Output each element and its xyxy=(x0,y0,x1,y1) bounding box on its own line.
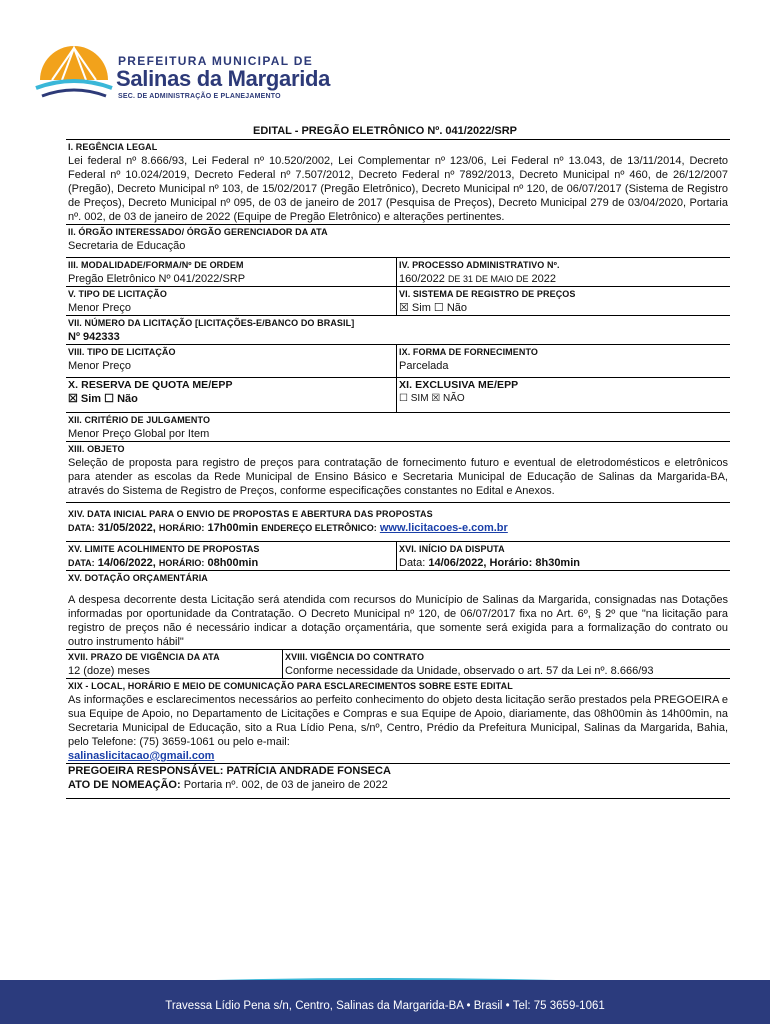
section-regencia xyxy=(66,139,730,224)
ato-nomeacao: ATO DE NOMEAÇÃO: Portaria nº. 002, de 03 de janeiro de 2022 xyxy=(68,779,388,791)
section-text: Pregão Eletrônico Nº 041/2022/SRP xyxy=(68,273,246,285)
section-orgao xyxy=(66,224,730,257)
section-text: Lei federal nº 8.666/93, Lei Federal nº 10.520/2002, Lei Complementar nº 123/06, Lei Federal nº 13.043, de 13/11/2014, Decreto Federal nº 10.024/2019, Decreto Federal nº 7.507/2012, Decreto Federal nº 7892/2013, Decreto Municipal nº 460, de 26/12/2007 (Pregão), Decreto Municipal nº 103, de 15/02/2017 (Pregão Eletrônico), Decreto Municipal nº 120, de 06/07/2017 (Sistema de Registro de Preços), Decreto Municipal nº 095, de 03 de janeiro de 2017 (Pesquisa de Preços), Decreto Municipal 279 de 03/04/2020, Portaria nº. 002, de 03 de janeiro de 2022 (Equipe de Pregão Eletrônico) e alterações pertinentes. xyxy=(68,155,728,223)
row-limite-disputa xyxy=(66,541,730,570)
row-reserva-exclusiva xyxy=(66,377,730,412)
row-objeto xyxy=(66,441,730,502)
section-label: I. REGÊNCIA LEGAL xyxy=(68,142,158,152)
section-text: Data: 14/06/2022, Horário: 8h30min xyxy=(399,557,580,569)
email-link[interactable]: salinaslicitacao@gmail.com xyxy=(68,750,215,762)
header-logo xyxy=(32,30,332,110)
section-label: IV. PROCESSO ADMINISTRATIVO Nº. xyxy=(399,260,560,270)
section-text: Menor Preço xyxy=(68,360,131,372)
quota-checkbox[interactable]: ☒ Sim ☐ Não xyxy=(68,393,138,405)
section-label: III. MODALIDADE/FORMA/Nº DE ORDEM xyxy=(68,260,244,270)
row-data-inicial xyxy=(66,502,730,541)
section-text: Conforme necessidade da Unidade, observado o art. 57 da Lei nº. 8.666/93 xyxy=(285,665,654,677)
row-tipo-forma xyxy=(66,344,730,377)
section-text: DATA: 31/05/2022, HORÁRIO: 17h00min ENDEREÇO ELETRÔNICO: www.licitacoes-e.com.br xyxy=(68,522,508,534)
section-text: As informações e esclarecimentos necessários ao perfeito conhecimento do objeto desta licitação serão prestados pela PREGOEIRA e sua Equipe de Apoio, no Departamento de Licitações e Compras e sua Equipe de Apoio, diariamente, das 08h00min às 14h00min, na Secretaria Municipal de Educação, sito a Rua Lídio Pena, s/nº, Centro, Prédio da Prefeitura Municipal, Salinas da Margarida, Bahia, pelo Telefone: (75) 3659-1061 ou pelo e-mail: xyxy=(68,694,728,748)
section-label: IX. FORMA DE FORNECIMENTO xyxy=(399,347,539,357)
section-label: XIV. DATA INICIAL PARA O ENVIO DE PROPOSTAS E ABERTURA DAS PROPOSTAS xyxy=(68,509,433,519)
row-esclarecimentos xyxy=(66,678,730,763)
section-text: 160/2022 DE 31 DE MAIO DE 2022 xyxy=(399,273,556,285)
section-text: 12 (doze) meses xyxy=(68,665,150,677)
section-label: XI. EXCLUSIVA ME/EPP xyxy=(399,379,519,391)
section-label: V. TIPO DE LICITAÇÃO xyxy=(66,286,396,301)
row-pregoeira xyxy=(66,763,730,799)
logo-line-1: PREFEITURA MUNICIPAL DE xyxy=(118,54,314,68)
licitacoes-link[interactable]: www.licitacoes-e.com.br xyxy=(379,522,508,534)
footer-address: Travessa Lídio Pena s/n, Centro, Salinas da Margarida-BA • Brasil • Tel: 75 3659-1061 xyxy=(165,1000,605,1012)
row-dotacao xyxy=(66,570,730,649)
shell-logo-icon xyxy=(32,34,116,106)
edital-table xyxy=(66,139,730,799)
logo-line-2: Salinas da Margarida xyxy=(116,66,331,91)
section-text: DATA: 14/06/2022, HORÁRIO: 08h00min xyxy=(68,557,259,569)
document-title: EDITAL - PREGÃO ELETRÔNICO Nº. 041/2022/SRP xyxy=(252,125,517,137)
section-text: Menor Preço Global por Item xyxy=(68,428,210,440)
section-label: XV. DOTAÇÃO ORÇAMENTÁRIA xyxy=(68,573,208,583)
section-label: XV. LIMITE ACOLHIMENTO DE PROPOSTAS xyxy=(68,544,260,554)
section-text: Parcelada xyxy=(399,360,449,372)
section-text: Seleção de proposta para registro de preços para contratação de fornecimento futuro e eventual de eletrodomésticos e eletrônicos para atender as escolas da Rede Municipal de Ensino Básico e Secretaria Municipal de Educação de Salinas da Margarida-BA, através do Sistema de Registro de Preços, conforme especificações constantes no Edital e Anexos. xyxy=(68,457,728,497)
section-text: Menor Preço xyxy=(68,302,131,314)
section-label: XIX - LOCAL, HORÁRIO E MEIO DE COMUNICAÇÃO PARA ESCLARECIMENTOS SOBRE ESTE EDITAL xyxy=(68,681,513,691)
section-label: XVI. INÍCIO DA DISPUTA xyxy=(399,544,505,554)
section-text: Secretaria de Educação xyxy=(68,240,186,252)
section-text: Nº 942333 xyxy=(68,331,120,343)
section-label: VII. NÚMERO DA LICITAÇÃO [LICITAÇÕES-E/BANCO DO BRASIL] xyxy=(68,318,355,328)
logo-line-3: SEC. DE ADMINISTRAÇÃO E PLANEJAMENTO xyxy=(118,93,281,100)
srp-checkbox[interactable]: ☒ Sim ☐ Não xyxy=(399,302,468,314)
row-vigencia xyxy=(66,649,730,678)
section-label: XII. CRITÉRIO DE JULGAMENTO xyxy=(68,415,211,425)
section-label: XVIII. VIGÊNCIA DO CONTRATO xyxy=(285,652,425,662)
section-label: XVII. PRAZO DE VIGÊNCIA DA ATA xyxy=(68,652,220,662)
row-modalidade xyxy=(66,257,730,315)
section-label: X. RESERVA DE QUOTA ME/EPP xyxy=(68,379,233,391)
row-numero xyxy=(66,315,730,344)
section-label: VIII. TIPO DE LICITAÇÃO xyxy=(68,347,176,357)
section-label: VI. SISTEMA DE REGISTRO DE PREÇOS xyxy=(397,286,730,301)
section-label: XIII. OBJETO xyxy=(68,444,125,454)
row-criterio xyxy=(66,412,730,441)
pregoeira-name: PREGOEIRA RESPONSÁVEL: PATRÍCIA ANDRADE FONSECA xyxy=(68,765,391,777)
exclusiva-checkbox[interactable]: ☐ SIM ☒ NÃO xyxy=(399,393,465,404)
section-text: A despesa decorrente desta Licitação será atendida com recursos do Município de Salinas da Margarida, consignadas nas Dotações informadas por oportunidade da Contratação. O Decreto Municipal nº 120, de 06/07/2017 fixa no Art. 6º, § 2º que "na licitação para registro de preços não é necessário indicar a dotação orçamentária, que somente será exigida para a formalização do contrato ou outro instrumento hábil" xyxy=(68,594,728,648)
section-label: II. ÓRGÃO INTERESSADO/ ÓRGÃO GERENCIADOR DA ATA xyxy=(68,227,328,237)
